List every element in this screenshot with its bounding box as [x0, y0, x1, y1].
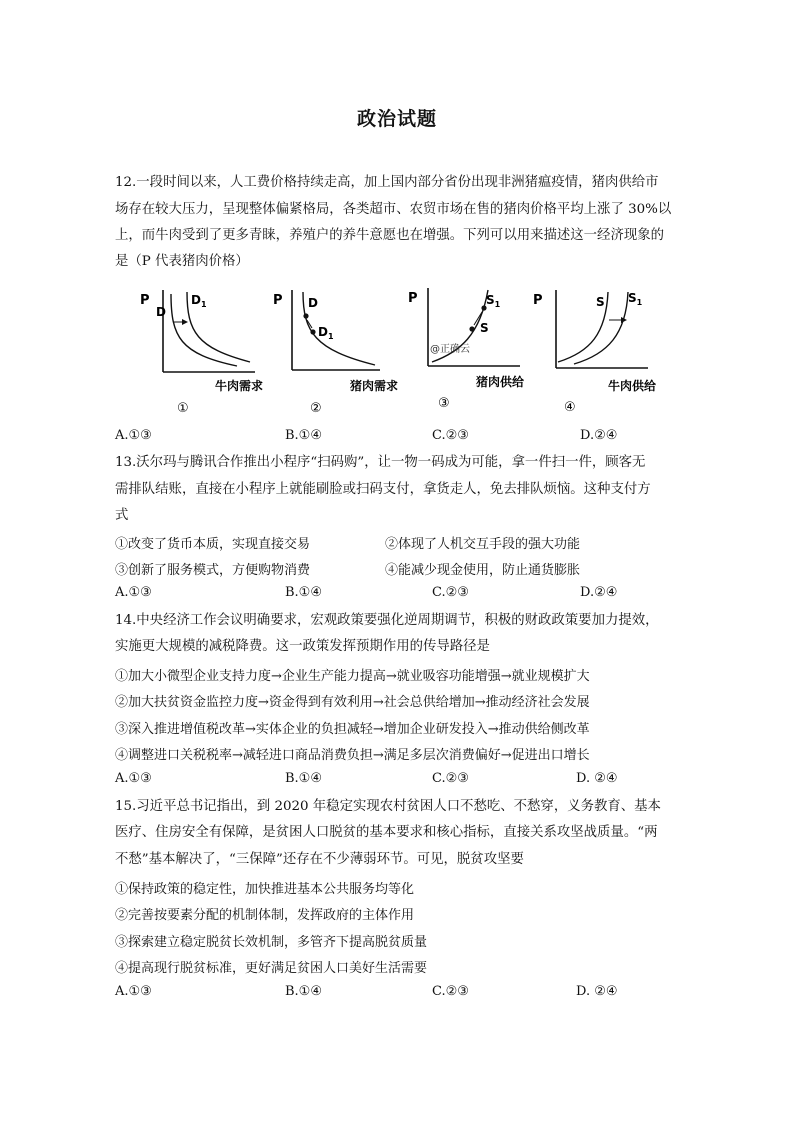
q15-option-b[interactable]: B.①④ — [285, 984, 322, 999]
q15-option-a[interactable]: A.①③ — [115, 984, 152, 999]
graph-number: ② — [310, 401, 322, 416]
label-s1: $S_1$ — [486, 293, 501, 309]
q14-statement-3: ③深入推进增值税改革→实体企业的负担减轻→增加企业研发投入→推动供给侧改革 — [115, 722, 590, 737]
q14-option-b[interactable]: B.①④ — [285, 771, 322, 786]
q13-statement-1: ①改变了货币本质，实现直接交易 — [115, 537, 311, 552]
p-label: P — [408, 291, 418, 306]
label-d: D — [308, 296, 318, 310]
q12-line-3: 上，而牛肉受到了更多青睐，养殖户的养牛意愿也在增强。下列可以用来描述这一经济现象的 — [115, 228, 665, 243]
label-s: S — [480, 321, 489, 335]
q12-option-d[interactable]: D.②④ — [580, 428, 618, 443]
x-label: 牛肉供给 — [608, 379, 657, 393]
q13-statement-4: ④能减少现金使用，防止通货膨胀 — [385, 563, 581, 578]
q15-option-c[interactable]: C.②③ — [432, 984, 469, 999]
graph-number: ④ — [564, 400, 576, 415]
q13-option-b[interactable]: B.①④ — [285, 585, 322, 600]
q14-line-2: 实施更大规模的减税降费。这一政策发挥预期作用的传导路径是 — [115, 639, 490, 654]
q15-statement-1: ①保持政策的稳定性，加快推进基本公共服务均等化 — [115, 882, 415, 897]
q12-line-4: 是（P 代表猪肉价格） — [115, 254, 249, 269]
page-title: 政治试题 — [356, 108, 437, 130]
q15-option-d[interactable]: D. ②④ — [576, 984, 618, 999]
q14-line-1: 14.中央经济工作会议明确要求，宏观政策要强化逆周期调节，积极的财政政策要加力提效， — [115, 613, 659, 628]
q14-option-d[interactable]: D. ②④ — [576, 771, 618, 786]
q13-option-a[interactable]: A.①③ — [115, 585, 152, 600]
p-label: P — [533, 293, 543, 308]
point-a — [303, 313, 308, 318]
q13-line-2: 需排队结账，直接在小程序上就能刷脸或扫码支付，拿货走人，免去排队烦恼。这种支付方 — [115, 482, 651, 497]
q13-line-1: 13.沃尔玛与腾讯合作推出小程序“扫码购”，让一物一码成为可能，拿一件扫一件，顾客无 — [115, 455, 646, 470]
label-d1: $D_1$ — [318, 325, 334, 341]
point-b — [310, 329, 315, 334]
q15-line-1: 15.习近平总书记指出，到 2020 年稳定实现农村贫困人口不愁吃、不愁穿，义务教育、基本 — [115, 799, 661, 814]
graph-number: ③ — [438, 396, 450, 411]
q12-option-c[interactable]: C.②③ — [432, 428, 469, 443]
q13-line-3: 式 — [115, 508, 129, 523]
q12-line-1: 12.一段时间以来，人工费价格持续走高，加上国内部分省份出现非洲猪瘟疫情，猪肉供给市 — [115, 175, 659, 190]
p-label: P — [273, 293, 283, 308]
label-s1: $S_1$ — [628, 291, 643, 307]
q12-option-a[interactable]: A.①③ — [115, 428, 152, 443]
label-d: D — [156, 305, 166, 319]
q14-option-c[interactable]: C.②③ — [432, 771, 469, 786]
image-watermark: @正确云 — [430, 344, 470, 355]
q14-statement-2: ②加大扶贫资金监控力度→资金得到有效利用→社会总供给增加→推动经济社会发展 — [115, 695, 590, 710]
q12-line-2: 场存在较大压力，呈现整体偏紧格局，各类超市、农贸市场在售的猪肉价格平均上涨了 30%以 — [115, 202, 672, 217]
q15-statement-2: ②完善按要素分配的机制体制，发挥政府的主体作用 — [115, 908, 415, 923]
q15-statement-4: ④提高现行脱贫标准，更好满足贫困人口美好生活需要 — [115, 961, 428, 976]
graph-beef-demand — [135, 282, 285, 417]
q14-statement-4: ④调整进口关税税率→减轻进口商品消费负担→满足多层次消费偏好→促进出口增长 — [115, 748, 590, 763]
graph-number: ① — [177, 401, 189, 416]
x-label: 猪肉需求 — [350, 379, 399, 393]
p-label: P — [140, 293, 150, 308]
point-b — [469, 326, 474, 331]
q14-statement-1: ①加大小微型企业支持力度→企业生产能力提高→就业吸容功能增强→就业规模扩大 — [115, 669, 590, 684]
q15-line-3: 不愁”基本解决了，“三保障”还存在不少薄弱环节。可见，脱贫攻坚要 — [115, 852, 524, 867]
q13-option-c[interactable]: C.②③ — [432, 585, 469, 600]
x-label: 猪肉供给 — [476, 375, 525, 389]
x-label: 牛肉需求 — [215, 379, 264, 393]
label-d1: $D_1$ — [191, 293, 207, 309]
q12-option-b[interactable]: B.①④ — [285, 428, 322, 443]
q13-statement-2: ②体现了人机交互手段的强大功能 — [385, 537, 581, 552]
graph-beef-supply — [530, 282, 680, 417]
q14-option-a[interactable]: A.①③ — [115, 771, 152, 786]
q13-option-d[interactable]: D.②④ — [580, 585, 618, 600]
label-s: S — [596, 295, 605, 309]
q15-line-2: 医疗、住房安全有保障，是贫困人口脱贫的基本要求和核心指标，直接关系攻坚战质量。“两 — [115, 825, 658, 840]
graph-pork-supply — [400, 280, 550, 415]
graph-pork-demand — [270, 282, 420, 417]
q15-statement-3: ③探索建立稳定脱贫长效机制，多管齐下提高脱贫质量 — [115, 935, 428, 950]
q13-statement-3: ③创新了服务模式，方便购物消费 — [115, 563, 311, 578]
